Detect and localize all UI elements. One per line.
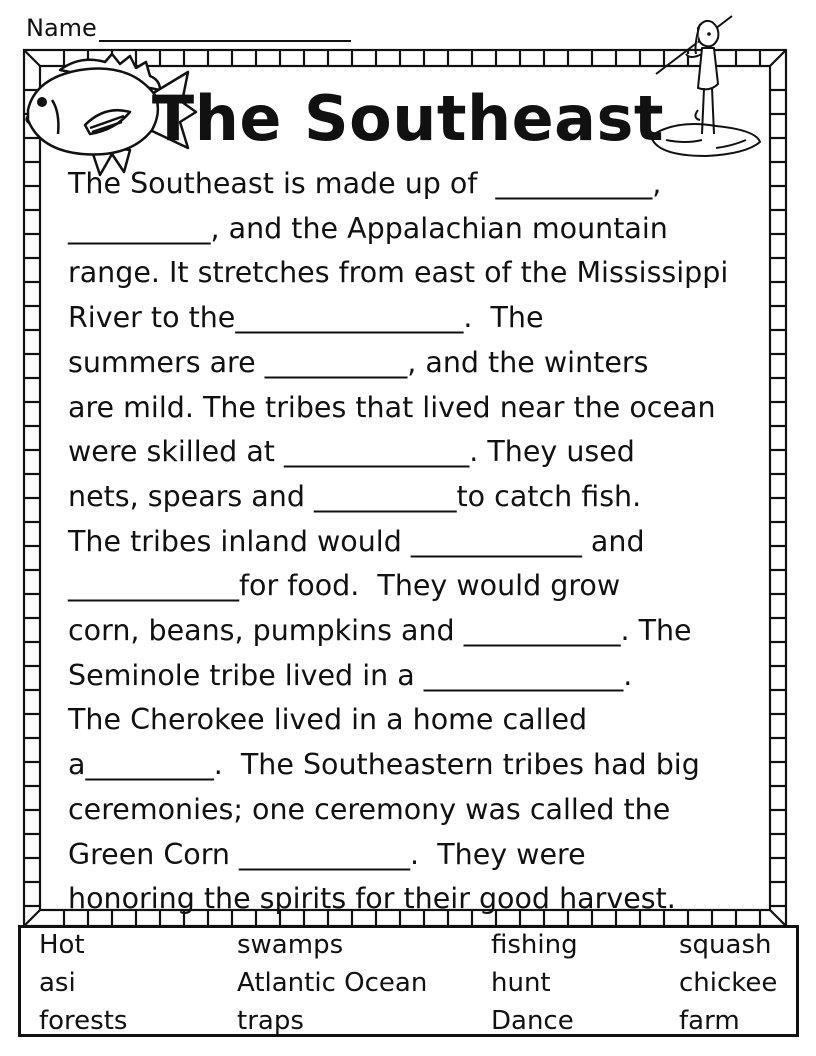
word-bank-item: forests [39,1006,128,1036]
page-title: The Southeast [151,82,665,155]
word-bank-item: squash [679,930,772,960]
word-bank [18,925,799,1037]
word-bank-item: Hot [39,930,85,960]
passage-line: River to the________________. The [68,301,544,335]
passage-line: nets, spears and __________to catch fish. [68,479,642,513]
passage-line: __________, and the Appalachian mountain [68,211,668,245]
passage-line: a_________. The Southeastern tribes had big [68,748,700,782]
passage-line: were skilled at _____________. They used [68,435,635,469]
word-bank-item: Dance [491,1006,574,1036]
word-bank-item: hunt [491,968,551,998]
word-bank-item: chickee [679,968,778,998]
passage-line: The Southeast is made up of ___________, [68,167,662,200]
passage-line: Seminole tribe lived in a ______________. [68,658,633,692]
passage-line: summers are __________, and the winters [68,345,649,379]
passage-line: honoring the spirits for their good harvest. [68,882,676,916]
name-field[interactable] [26,14,351,42]
passage-line: range. It stretches from east of the Mississippi [68,256,729,290]
passage-line: The tribes inland would ____________ and [68,524,645,558]
passage-line: are mild. The tribes that lived near the ocean [68,390,716,424]
word-bank-item: fishing [491,930,578,960]
passage-line: ____________for food. They would grow [68,569,621,603]
word-bank-item: traps [237,1006,304,1036]
fill-in-passage [68,162,768,922]
word-bank-item: farm [679,1006,740,1036]
passage-line: ceremonies; one ceremony was called the [68,792,671,826]
passage-line: corn, beans, pumpkins and ___________. The [68,614,692,648]
passage-line: The Cherokee lived in a home called [68,703,588,737]
name-label: Name [26,14,97,42]
word-bank-item: Atlantic Ocean [237,968,428,998]
word-bank-item: swamps [237,930,344,960]
word-bank-item: asi [39,968,76,998]
passage-line: Green Corn ____________. They were [68,837,586,871]
name-blank-line[interactable] [99,14,351,42]
